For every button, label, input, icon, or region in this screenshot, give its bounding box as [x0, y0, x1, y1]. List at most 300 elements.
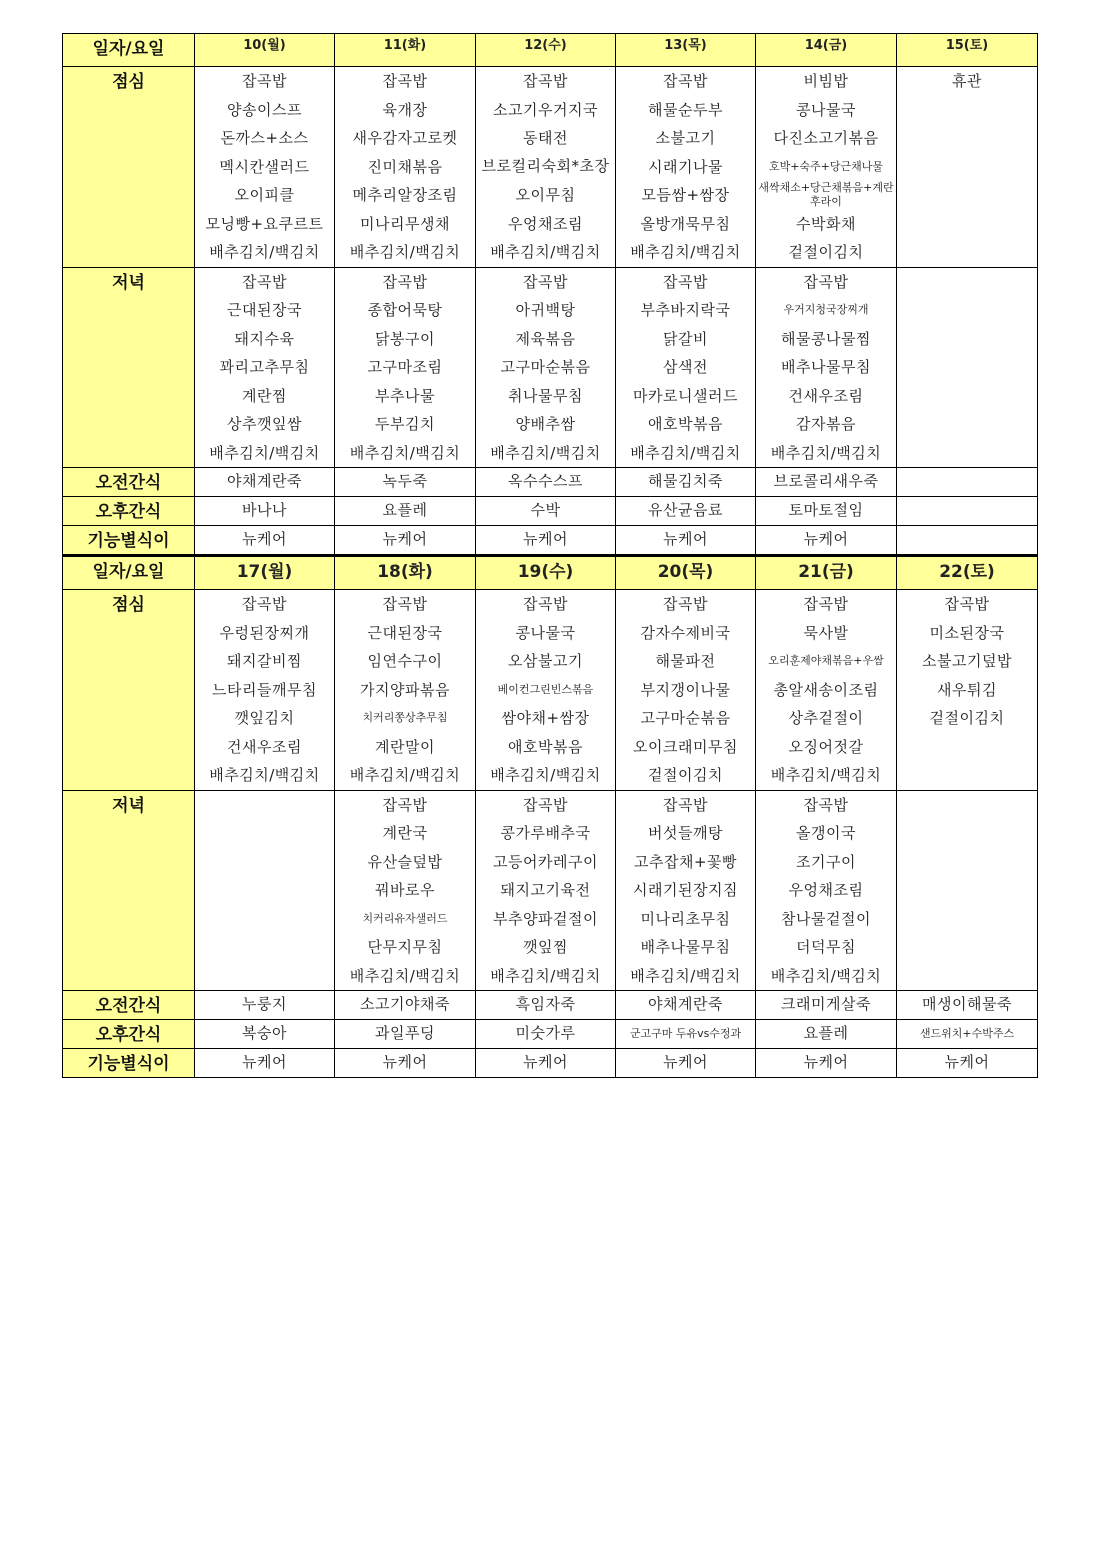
menu-item: 흑임자죽 [515, 995, 576, 1013]
menu-item: 감자수제비국 [640, 623, 731, 642]
am_snack-cell [897, 991, 1038, 1020]
menu-item: 총알새송이조림 [773, 680, 879, 699]
menu-item: 브로컬리숙회*초장 [481, 157, 610, 176]
menu-item: 근대된장국 [367, 623, 443, 642]
menu-item: 겉절이김치 [788, 243, 864, 261]
lunch-cell [195, 67, 335, 268]
menu-item: 배추김치/백김치 [770, 443, 882, 462]
menu-item: 종합어묵탕 [367, 301, 443, 319]
menu-item: 배추김치/백김치 [770, 966, 882, 985]
menu-item [897, 268, 1037, 297]
menu-item: 조기구이 [796, 852, 856, 871]
menu-item: 배추김치/백김치 [630, 443, 741, 462]
menu-item: 건새우조림 [788, 386, 864, 405]
dinner-cell [897, 790, 1038, 991]
pm_snack-row [63, 497, 1038, 526]
menu-item: 애호박볶음 [508, 737, 583, 756]
menu-item: 야채계란죽 [648, 995, 723, 1013]
menu-item: 수박 [530, 501, 561, 519]
menu-item [897, 439, 1037, 468]
menu-item [897, 933, 1037, 962]
menu-item [897, 962, 1037, 991]
lunch-label: 점심 [63, 67, 195, 268]
menu-item: 멕시칸샐러드 [219, 157, 310, 176]
menu-item: 군고구마 두유vs수정과 [629, 1027, 742, 1040]
menu-item: 다진소고기볶음 [773, 129, 879, 147]
lunch-cell [616, 67, 756, 268]
menu-item: 요플레 [382, 501, 428, 519]
menu-item [897, 410, 1037, 439]
am_snack-cell [616, 991, 756, 1020]
date-header-row [63, 34, 1038, 67]
menu-item: 삼색전 [663, 358, 708, 376]
menu-item: 뉴케어 [663, 1053, 708, 1071]
am_snack-cell [195, 468, 335, 497]
dinner-cell [897, 267, 1038, 468]
menu-item [897, 325, 1037, 354]
menu-item [195, 791, 334, 820]
menu-item: 배추김치/백김치 [490, 966, 601, 985]
menu-item: 깻잎찜 [523, 938, 568, 956]
menu-item: 올방개묵무침 [640, 214, 731, 233]
menu-item: 계란국 [382, 824, 428, 842]
menu-item [897, 761, 1037, 790]
dinner-row [63, 790, 1038, 991]
day-header: 10(월) [195, 34, 335, 67]
day-header: 22(토) [897, 556, 1038, 590]
functional-row [63, 1049, 1038, 1078]
menu-item: 브로콜리새우죽 [773, 472, 879, 490]
functional-cell [335, 526, 476, 556]
menu-item: 시래기나물 [648, 157, 723, 176]
menu-item: 배추김치/백김치 [349, 443, 461, 462]
menu-item [897, 526, 1037, 553]
menu-item: 잡곡밥 [523, 272, 568, 291]
menu-item: 크래미게살죽 [781, 995, 871, 1013]
menu-item: 부지갱이나물 [640, 680, 731, 699]
menu-item: 마카로니샐러드 [633, 386, 738, 405]
menu-item: 닭갈비 [663, 329, 708, 348]
menu-item: 호박+숙주+당근채나물 [768, 159, 884, 173]
day-header: 15(토) [897, 34, 1038, 67]
menu-item: 매생이해물죽 [922, 995, 1012, 1013]
menu-item: 콩나물국 [515, 623, 576, 642]
functional-cell [756, 1049, 897, 1078]
menu-item: 배추김치/백김치 [630, 243, 741, 261]
menu-item: 복숭아 [242, 1024, 287, 1042]
menu-item: 우렁된장찌개 [219, 623, 310, 642]
pm_snack-cell [756, 1020, 897, 1049]
menu-item: 잡곡밥 [803, 595, 849, 613]
lunch-cell [335, 590, 476, 791]
menu-item: 잡곡밥 [803, 795, 849, 814]
lunch-cell [335, 67, 476, 268]
menu-item: 우엉채조림 [508, 214, 583, 233]
menu-item [897, 353, 1037, 382]
dinner-cell [616, 267, 756, 468]
dinner-cell [756, 267, 897, 468]
functional-cell [616, 1049, 756, 1078]
menu-item: 꿔바로우 [375, 881, 435, 899]
pm_snack-cell [195, 1020, 335, 1049]
menu-item [897, 468, 1037, 495]
menu-item [195, 876, 334, 905]
day-header: 21(금) [756, 556, 897, 590]
menu-item [195, 819, 334, 848]
lunch-label: 점심 [63, 590, 195, 791]
menu-item: 뉴케어 [382, 1053, 428, 1071]
menu-item: 뉴케어 [523, 530, 568, 548]
menu-item: 베이컨그린빈스볶음 [497, 682, 594, 696]
dinner-row [63, 267, 1038, 468]
lunch-row [63, 590, 1038, 791]
menu-item: 동태전 [523, 129, 568, 147]
menu-item: 잡곡밥 [242, 595, 287, 613]
am_snack-cell [476, 468, 616, 497]
menu-item: 배추김치/백김치 [490, 243, 601, 261]
menu-item: 아귀백탕 [515, 301, 576, 319]
menu-item: 쌈야채+쌈장 [501, 709, 590, 727]
dinner-cell [476, 790, 616, 991]
am_snack-label: 오전간식 [63, 468, 195, 497]
pm_snack-cell [476, 497, 616, 526]
menu-item: 잡곡밥 [242, 272, 287, 291]
menu-item [897, 497, 1037, 524]
day-header: 11(화) [335, 34, 476, 67]
functional-cell [476, 526, 616, 556]
functional-row [63, 526, 1038, 556]
lunch-cell [476, 67, 616, 268]
am_snack-label: 오전간식 [63, 991, 195, 1020]
dinner-cell [756, 790, 897, 991]
menu-item [897, 733, 1037, 762]
menu-item: 오이무침 [515, 186, 576, 204]
am_snack-row [63, 468, 1038, 497]
menu-item: 해물김치죽 [648, 472, 723, 490]
pm_snack-cell [476, 1020, 616, 1049]
menu-item: 새우튀김 [937, 680, 997, 699]
pm_snack-row [63, 1020, 1038, 1049]
menu-item: 잡곡밥 [944, 595, 990, 613]
day-header: 18(화) [335, 556, 476, 590]
menu-item: 콩가루배추국 [500, 824, 591, 842]
menu-item: 고구마조림 [367, 358, 443, 376]
menu-item: 요플레 [803, 1024, 849, 1042]
menu-item: 우거지청국장찌개 [783, 303, 869, 316]
menu-item [897, 210, 1037, 239]
meal-menu-table [62, 33, 1038, 1078]
am_snack-cell [897, 468, 1038, 497]
menu-item: 배추김치/백김치 [490, 443, 601, 462]
menu-item: 소불고기덮밥 [922, 652, 1012, 670]
menu-item: 뉴케어 [803, 530, 849, 548]
day-header: 14(금) [756, 34, 897, 67]
menu-item: 참나물겉절이 [781, 909, 871, 928]
menu-item: 상추겉절이 [788, 709, 864, 727]
menu-item: 오이크래미무침 [633, 737, 738, 756]
menu-item [195, 905, 334, 934]
lunch-cell [195, 590, 335, 791]
functional-cell [195, 1049, 335, 1078]
menu-item: 바나나 [242, 501, 287, 519]
menu-item: 뉴케어 [242, 1053, 287, 1071]
menu-item: 배추김치/백김치 [490, 766, 601, 784]
functional-cell [897, 1049, 1038, 1078]
menu-item: 가지양파볶음 [360, 680, 450, 699]
menu-item: 계란말이 [375, 737, 435, 756]
menu-item: 깻잎김치 [234, 709, 295, 727]
menu-item: 닭봉구이 [375, 329, 435, 348]
menu-item: 미소된장국 [929, 623, 1005, 642]
menu-item [897, 848, 1037, 877]
day-header: 20(목) [616, 556, 756, 590]
menu-item: 고등어카레구이 [493, 852, 598, 871]
menu-item: 올갱이국 [796, 824, 856, 842]
am_snack-cell [195, 991, 335, 1020]
menu-item: 계란찜 [242, 386, 287, 405]
menu-item: 잡곡밥 [663, 595, 708, 613]
menu-item: 배추김치/백김치 [209, 766, 320, 784]
pm_snack-cell [756, 497, 897, 526]
dinner-cell [195, 267, 335, 468]
menu-item: 버섯들깨탕 [648, 824, 723, 842]
menu-item: 휴관 [952, 72, 982, 90]
menu-item: 애호박볶음 [648, 415, 723, 433]
menu-item: 배추김치/백김치 [349, 966, 461, 985]
dinner-label: 저녁 [63, 267, 195, 468]
menu-item: 겉절이김치 [648, 766, 723, 784]
menu-item [897, 819, 1037, 848]
menu-item: 진미채볶음 [367, 157, 443, 176]
menu-item: 단무지무침 [367, 938, 443, 956]
functional-label: 기능별식이 [63, 1049, 195, 1078]
am_snack-cell [756, 991, 897, 1020]
menu-item: 꽈리고추무침 [219, 358, 310, 376]
pm_snack-label: 오후간식 [63, 497, 195, 526]
menu-item: 잡곡밥 [382, 595, 428, 613]
menu-item: 누룽지 [242, 995, 287, 1013]
menu-item: 배추나물무침 [781, 358, 871, 376]
menu-item: 배추김치/백김치 [349, 766, 461, 784]
lunch-cell [476, 590, 616, 791]
am_snack-cell [335, 468, 476, 497]
menu-item: 감자볶음 [796, 415, 856, 433]
menu-item: 잡곡밥 [382, 795, 428, 814]
menu-item: 해물콩나물찜 [781, 329, 871, 348]
menu-item: 녹두죽 [382, 472, 428, 490]
lunch-row [63, 67, 1038, 268]
menu-item: 소고기우거지국 [493, 100, 598, 119]
menu-item: 취나물무침 [508, 386, 583, 405]
menu-item: 겉절이김치 [929, 709, 1005, 727]
dinner-cell [195, 790, 335, 991]
menu-item: 미숫가루 [515, 1024, 576, 1042]
menu-item: 우엉채조림 [788, 881, 864, 899]
menu-item: 양배추쌈 [515, 415, 576, 433]
day-header: 12(수) [476, 34, 616, 67]
menu-item: 돼지고기육전 [500, 881, 591, 899]
menu-item: 양송이스프 [227, 100, 302, 119]
menu-item: 콩나물국 [796, 100, 856, 119]
menu-item: 고추잡채+꽃빵 [633, 852, 737, 871]
menu-item: 수박화채 [796, 214, 856, 233]
am_snack-cell [476, 991, 616, 1020]
menu-item: 시래기된장지짐 [633, 881, 738, 899]
menu-item: 돼지갈비찜 [227, 652, 302, 670]
menu-item: 뉴케어 [803, 1053, 849, 1071]
menu-item: 오리훈제야채볶음+우쌈 [768, 654, 884, 667]
menu-item: 비빔밥 [803, 72, 849, 90]
menu-item: 유산균음료 [648, 501, 723, 519]
menu-item: 뉴케어 [663, 530, 708, 548]
am_snack-row [63, 991, 1038, 1020]
dinner-label: 저녁 [63, 790, 195, 991]
dinner-cell [335, 267, 476, 468]
menu-item: 부추바지락국 [640, 301, 731, 319]
lunch-cell [756, 590, 897, 791]
menu-item: 돼지수육 [234, 329, 295, 348]
date-header-row [63, 556, 1038, 590]
pm_snack-cell [335, 497, 476, 526]
menu-item: 미나리무생채 [360, 214, 450, 233]
menu-item: 느타리들깨무침 [212, 680, 317, 699]
pm_snack-cell [335, 1020, 476, 1049]
menu-item: 배추김치/백김치 [209, 443, 320, 462]
menu-item: 잡곡밥 [242, 72, 287, 90]
menu-item: 야채계란죽 [227, 472, 302, 490]
menu-item: 토마토절임 [788, 501, 864, 519]
am_snack-cell [335, 991, 476, 1020]
menu-item: 뉴케어 [242, 530, 287, 548]
menu-item: 모듬쌈+쌈장 [641, 186, 730, 204]
menu-item: 고구마순볶음 [640, 709, 731, 727]
menu-item: 오이피클 [234, 186, 295, 204]
menu-item: 상추깻잎쌈 [227, 415, 302, 433]
menu-item: 유산슬덮밥 [367, 852, 443, 871]
menu-item: 잡곡밥 [663, 272, 708, 291]
menu-item: 해물순두부 [648, 100, 723, 119]
menu-item: 잡곡밥 [663, 795, 708, 814]
menu-item: 배추김치/백김치 [349, 243, 461, 261]
menu-item: 제육볶음 [515, 329, 576, 348]
menu-item: 육개장 [382, 100, 428, 119]
menu-item: 묵사발 [803, 623, 849, 642]
menu-item: 돈까스+소스 [220, 129, 309, 147]
lunch-cell [756, 67, 897, 268]
menu-item: 배추김치/백김치 [630, 966, 741, 985]
pm_snack-cell [897, 1020, 1038, 1049]
am_snack-cell [756, 468, 897, 497]
menu-item: 부추양파겉절이 [493, 909, 598, 928]
menu-item: 미나리초무침 [640, 909, 731, 928]
lunch-cell [897, 590, 1038, 791]
pm_snack-cell [195, 497, 335, 526]
am_snack-cell [616, 468, 756, 497]
date-day-label: 일자/요일 [63, 556, 195, 590]
lunch-cell [616, 590, 756, 791]
menu-item [897, 791, 1037, 820]
menu-item: 근대된장국 [227, 301, 302, 319]
menu-item: 해물파전 [655, 652, 716, 670]
menu-item: 잡곡밥 [663, 72, 708, 90]
menu-item: 모닝빵+요쿠르트 [205, 214, 324, 233]
day-header: 19(수) [476, 556, 616, 590]
menu-item: 배추나물무침 [640, 938, 731, 956]
day-header: 17(월) [195, 556, 335, 590]
menu-item: 뉴케어 [944, 1053, 990, 1071]
menu-item [897, 181, 1037, 210]
menu-item: 잡곡밥 [523, 795, 568, 814]
menu-item [897, 96, 1037, 125]
menu-item: 새우감자고로켓 [352, 129, 458, 147]
functional-cell [897, 526, 1038, 556]
pm_snack-cell [616, 1020, 756, 1049]
menu-item [897, 382, 1037, 411]
menu-item: 잡곡밥 [382, 272, 428, 291]
menu-item [897, 238, 1037, 267]
menu-item: 새싹채소+당근채볶음+계란후라이 [758, 181, 894, 209]
menu-item: 뉴케어 [382, 530, 428, 548]
date-day-label: 일자/요일 [63, 34, 195, 67]
menu-item: 메추리알장조림 [352, 186, 458, 204]
menu-item [897, 876, 1037, 905]
menu-item: 치커리쫑상추무침 [362, 711, 448, 724]
menu-item: 잡곡밥 [803, 272, 849, 291]
menu-item [897, 905, 1037, 934]
functional-label: 기능별식이 [63, 526, 195, 556]
menu-item: 옥수수스프 [508, 472, 583, 490]
pm_snack-cell [897, 497, 1038, 526]
menu-item: 잡곡밥 [382, 72, 428, 90]
menu-item: 두부김치 [375, 415, 435, 433]
lunch-cell [897, 67, 1038, 268]
functional-cell [616, 526, 756, 556]
functional-cell [195, 526, 335, 556]
menu-item: 과일푸딩 [375, 1024, 435, 1042]
dinner-cell [476, 267, 616, 468]
menu-item [195, 933, 334, 962]
dinner-cell [335, 790, 476, 991]
menu-item: 오징어젓갈 [788, 737, 864, 756]
functional-cell [476, 1049, 616, 1078]
menu-item: 뉴케어 [523, 1053, 568, 1071]
day-header: 13(목) [616, 34, 756, 67]
dinner-cell [616, 790, 756, 991]
menu-item: 소고기야채죽 [360, 995, 450, 1013]
menu-item: 잡곡밥 [523, 72, 568, 90]
menu-item: 잡곡밥 [523, 595, 568, 613]
menu-item: 오삼불고기 [508, 652, 583, 670]
pm_snack-cell [616, 497, 756, 526]
menu-item: 더덕무침 [796, 938, 856, 956]
menu-item [897, 296, 1037, 325]
menu-item: 고구마순볶음 [500, 358, 591, 376]
menu-item: 임연수구이 [367, 652, 443, 670]
functional-cell [335, 1049, 476, 1078]
menu-item: 샌드위치+수박주스 [919, 1027, 1015, 1040]
menu-item [897, 124, 1037, 153]
menu-item: 건새우조림 [227, 737, 302, 756]
menu-item: 부추나물 [375, 386, 435, 405]
functional-cell [756, 526, 897, 556]
menu-item [195, 962, 334, 991]
menu-item [897, 153, 1037, 182]
pm_snack-label: 오후간식 [63, 1020, 195, 1049]
menu-item: 배추김치/백김치 [770, 766, 882, 784]
menu-item: 소불고기 [655, 129, 716, 147]
menu-item: 배추김치/백김치 [209, 243, 320, 261]
menu-item: 치커리유자샐러드 [362, 911, 448, 925]
